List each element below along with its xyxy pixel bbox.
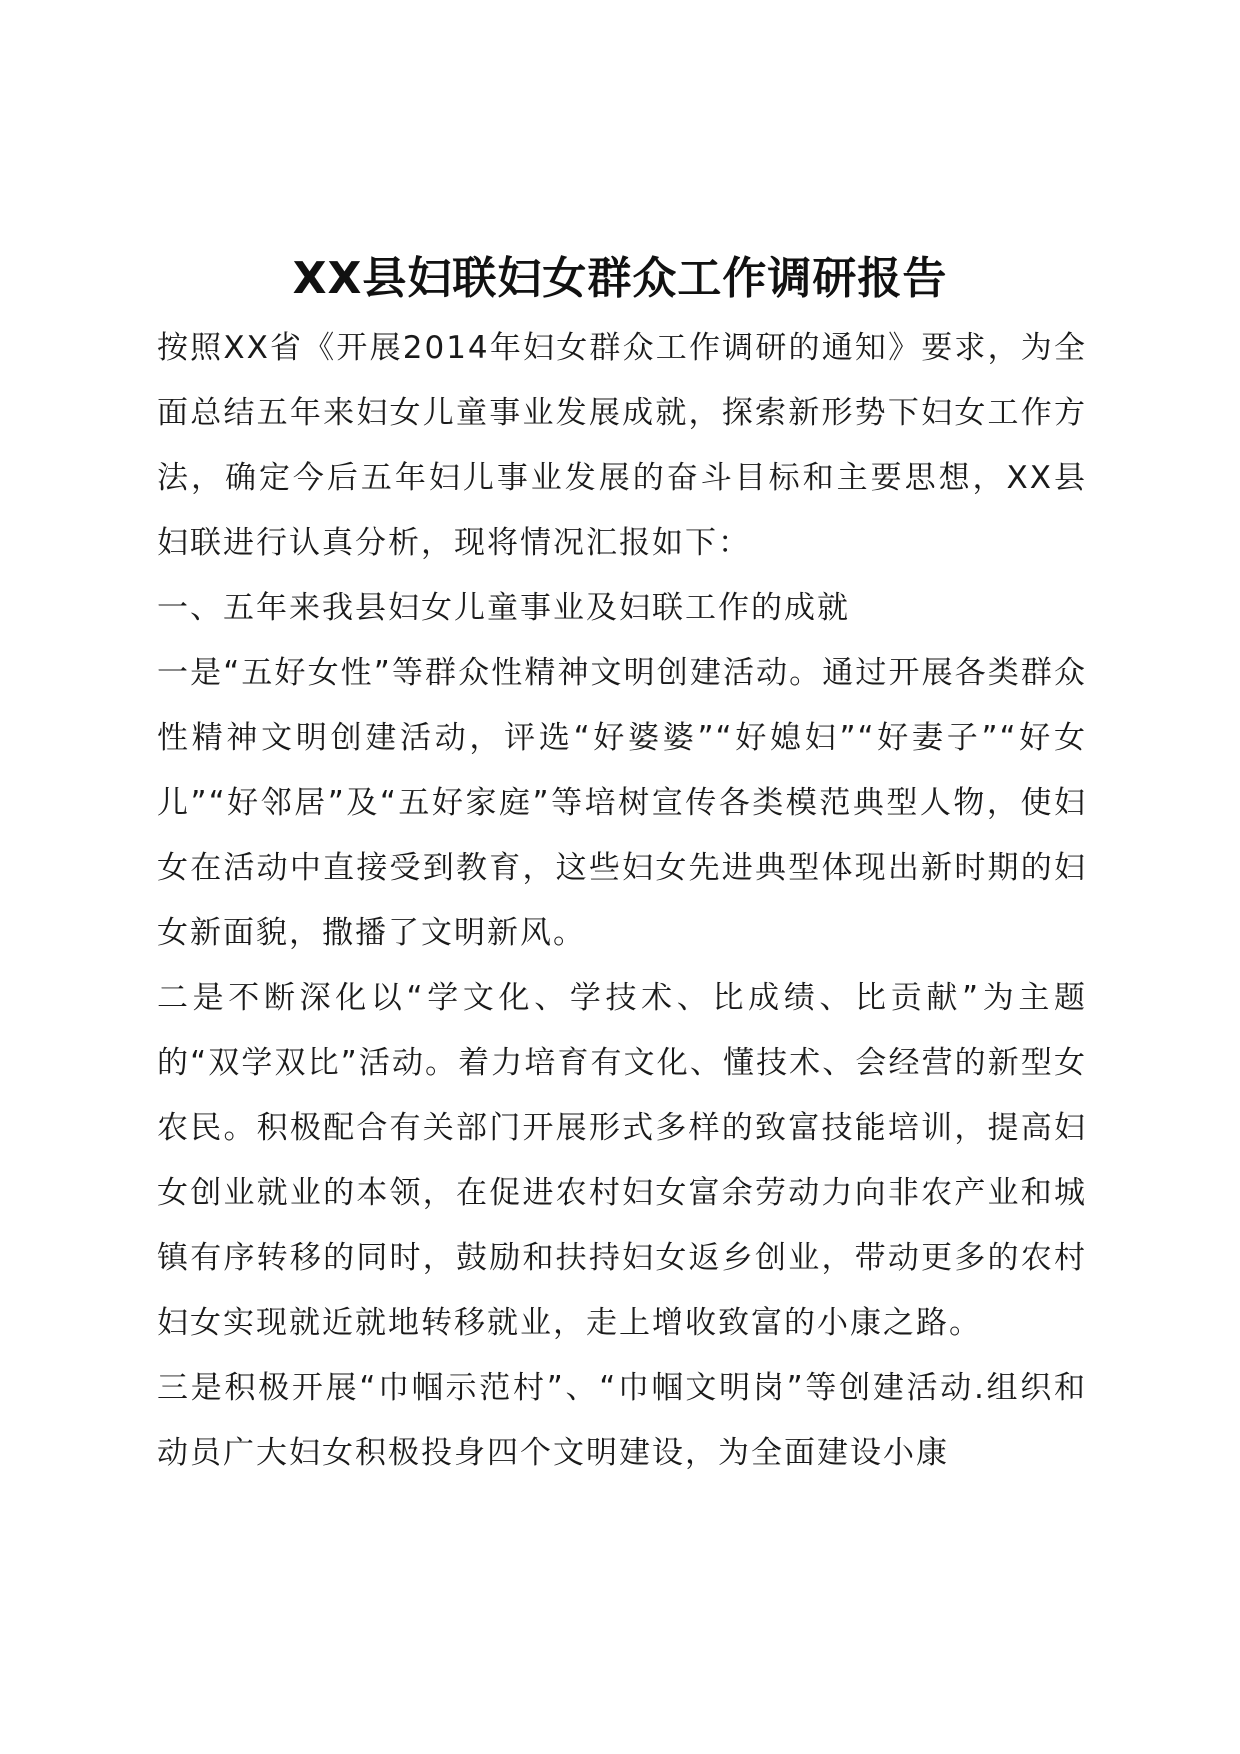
section-heading: 一、五年来我县妇女儿童事业及妇联工作的成就 bbox=[157, 590, 850, 626]
intro-paragraph: 按照XX省《开展2014年妇女群众工作调研的通知》要求，为全面总结五年来妇女儿童事业发展成就，探索新形势下妇女工作方法，确定今后五年妇儿事业发展的奋斗目标和主要思想，XX县妇联进行认真分析，现将情况汇报如下： bbox=[157, 330, 1087, 561]
achievement-paragraph-3: 三是积极开展“巾帼示范村”、“巾帼文明岗”等创建活动.组织和动员广大妇女积极投身四个文明建设，为全面建设小康 bbox=[157, 1370, 1087, 1471]
document-body bbox=[157, 316, 1087, 1486]
achievement-paragraph-2: 二是不断深化以“学文化、学技术、比成绩、比贡献”为主题的“双学双比”活动。着力培育有文化、懂技术、会经营的新型女农民。积极配合有关部门开展形式多样的致富技能培训，提高妇女创业就业的本领，在促进农村妇女富余劳动力向非农产业和城镇有序转移的同时，鼓励和扶持妇女返乡创业，带动更多的农村妇女实现就近就地转移就业，走上增收致富的小康之路。 bbox=[157, 980, 1087, 1341]
achievement-paragraph-1: 一是“五好女性”等群众性精神文明创建活动。通过开展各类群众性精神文明创建活动，评选“好婆婆”“好媳妇”“好妻子”“好女儿”“好邻居”及“五好家庭”等培树宣传各类模范典型人物，使妇女在活动中直接受到教育，这些妇女先进典型体现出新时期的妇女新面貌，撒播了文明新风。 bbox=[157, 655, 1087, 951]
document-title: XX县妇联妇女群众工作调研报告 bbox=[292, 253, 948, 305]
